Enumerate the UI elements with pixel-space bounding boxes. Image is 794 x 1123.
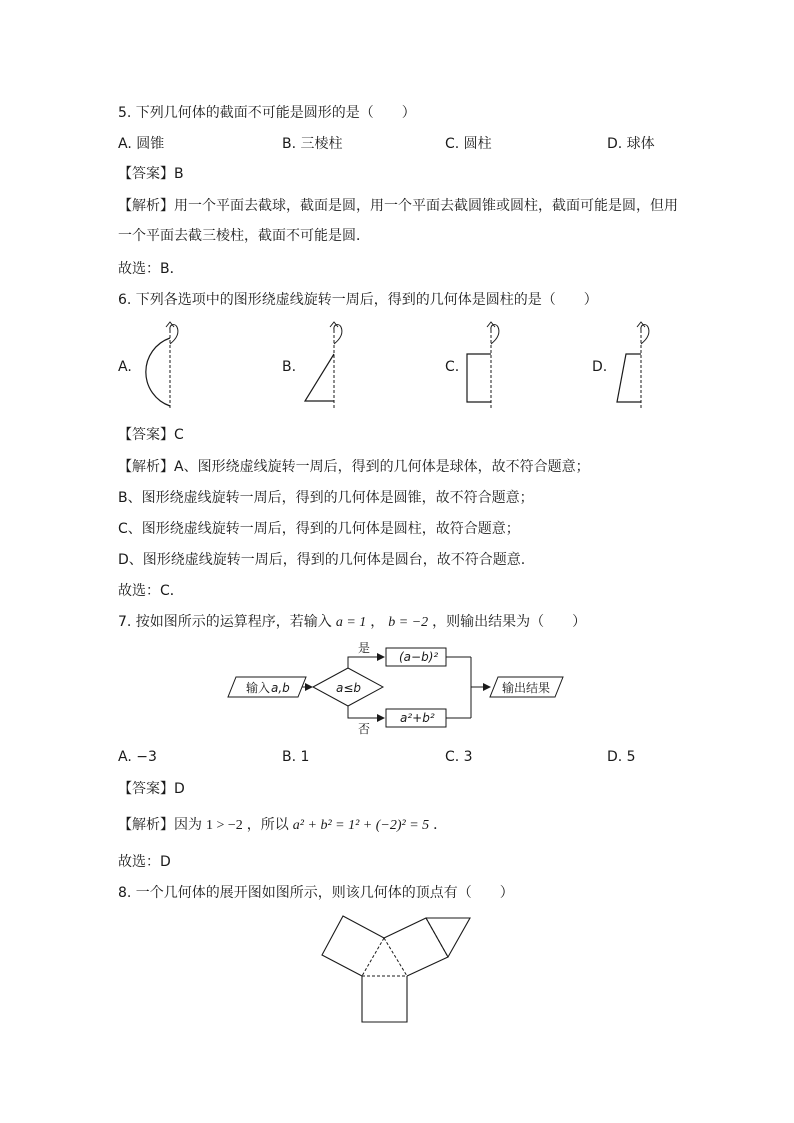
q7-analysis-prefix: 【解析】因为 [118,817,202,833]
q6-figure-c-label: C. [445,359,460,375]
q6-conclusion: 故选：C． [118,583,184,599]
q8-stem: 8. 一个几何体的展开图如图所示，则该几何体的顶点有（ ） [118,885,514,901]
q7-no-expr: a²+b² [400,711,435,725]
q7-yes-expr: (a−b)² [399,650,439,664]
q5-stem: 5. 下列几何体的截面不可能是圆形的是（ ） [118,105,416,121]
q7-stem [118,613,586,632]
q7-analysis-end: ． [433,817,448,833]
q7-conclusion: 故选：D [118,854,171,870]
q5-answer: 【答案】B [118,166,184,182]
q7-stem-prefix: 7. 按如图所示的运算程序，若输入 [118,614,332,630]
q7-input-label: 输入 [246,681,271,695]
q7-answer: 【答案】D [118,781,185,797]
q7-option-d: D. 5 [607,749,636,765]
q7-analysis-mid: ，所以 [246,817,289,833]
q6-analysis-line1: 【解析】A、图形绕虚线旋转一周后，得到的几何体是球体，故不符合题意； [118,459,590,475]
q7-option-b: B. 1 [282,749,310,765]
q6-figure-b [300,318,360,413]
q7-analysis-expression: a² + b² = 1² + (−2)² = 5 [292,818,430,833]
q5-conclusion: 故选：B． [118,261,184,277]
q5-option-c: C. 圆柱 [445,136,492,152]
q7-option-c: C. 3 [445,749,473,765]
q7-condition: a≤b [336,681,362,695]
q5-analysis-line1: 【解析】用一个平面去截球，截面是圆，用一个平面去截圆锥或圆柱，截面可能是圆，但用 [118,198,678,214]
q6-analysis-line4: D、图形绕虚线旋转一周后，得到的几何体是圆台，故不符合题意. [118,552,526,568]
q5-option-b: B. 三棱柱 [282,136,343,152]
q6-figure-d-label: D. [592,359,608,375]
q7-option-a: A. −3 [118,749,157,765]
q5-analysis-line2: 一个平面去截三棱柱，截面不可能是圆． [118,228,370,244]
q7-no-label: 否 [358,722,371,736]
q6-figure-c [462,318,522,413]
q8-net-diagram [318,908,478,1028]
q6-figure-b-label: B. [282,359,297,375]
q6-analysis-line3: C、图形绕虚线旋转一周后，得到的几何体是圆柱，故符合题意； [118,521,520,537]
q7-yes-label: 是 [358,641,371,655]
q6-answer: 【答案】C [118,427,184,443]
q7-stem-sep: ， [370,614,385,630]
q7-output-label: 输出结果 [502,681,551,695]
q6-figure-a [135,318,195,413]
q6-figure-a-label: A. [118,359,132,375]
q6-stem: 6. 下列各选项中的图形绕虚线旋转一周后，得到的几何体是圆柱的是（ ） [118,292,598,308]
q5-option-a: A. 圆锥 [118,136,165,152]
q7-flowchart [228,638,568,738]
q7-b-value: b = −2 [388,615,429,630]
q7-analysis-condition: 1 > −2 [206,818,243,833]
q6-figure-d [612,318,672,413]
q5-option-d: D. 球体 [607,136,655,152]
q7-stem-suffix: ，则输出结果为（ ） [432,614,587,630]
q7-input-vars: a,b [271,681,290,695]
q6-analysis-line2: B、图形绕虚线旋转一周后，得到的几何体是圆锥，故不符合题意； [118,490,534,506]
q7-a-value: a = 1 [335,615,367,630]
q7-analysis [118,816,447,835]
